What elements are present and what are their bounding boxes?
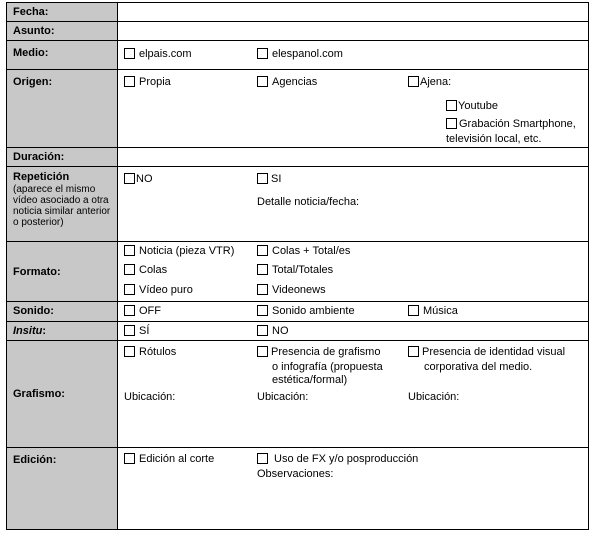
row-edicion	[7, 448, 589, 530]
grabacion-continuation: televisión local, etc.	[446, 133, 542, 145]
checkbox-off[interactable]	[124, 305, 135, 316]
duracion-field[interactable]	[118, 148, 589, 167]
ubicacion-label: Ubicación:	[408, 391, 460, 403]
observaciones-label: Observaciones:	[257, 468, 334, 480]
checkbox-musica[interactable]	[408, 305, 419, 316]
option-si-insitu[interactable]	[124, 325, 149, 338]
checkbox-rotulos[interactable]	[124, 346, 135, 357]
video-analysis-form	[6, 2, 589, 530]
option-label: Propia	[139, 76, 171, 88]
option-label: Grabación Smartphone,	[459, 118, 576, 130]
checkbox-elpais[interactable]	[124, 48, 135, 59]
checkbox-colas-total[interactable]	[257, 245, 268, 256]
label-origen: Origen:	[7, 70, 118, 148]
option-identidad-visual[interactable]	[408, 346, 565, 359]
row-sonido	[7, 302, 589, 322]
option-videonews[interactable]	[257, 284, 326, 297]
option-label: Colas	[139, 264, 168, 276]
insitu-title: Insitu	[13, 325, 43, 337]
checkbox-ajena[interactable]	[408, 76, 419, 87]
option-label: Presencia de grafismo	[271, 346, 381, 358]
checkbox-noticia[interactable]	[124, 245, 135, 256]
option-grabacion[interactable]	[446, 118, 576, 131]
detalle-label: Detalle noticia/fecha:	[257, 196, 360, 208]
option-musica[interactable]	[408, 305, 458, 318]
label-edicion: Edición:	[7, 448, 118, 530]
checkbox-video-puro[interactable]	[124, 284, 135, 295]
fecha-field[interactable]	[118, 3, 589, 22]
option-youtube[interactable]	[446, 100, 498, 113]
option-si[interactable]	[257, 173, 281, 186]
option-label: NO	[136, 173, 153, 185]
sonido-options	[118, 302, 589, 322]
option-propia[interactable]	[124, 76, 171, 89]
option-label: OFF	[139, 305, 161, 317]
option-video-puro[interactable]	[124, 284, 193, 297]
grafismo-option-continuation: estética/formal)	[272, 374, 348, 386]
label-insitu	[7, 322, 118, 341]
option-edicion-corte[interactable]	[124, 453, 214, 466]
option-label: elespanol.com	[272, 48, 343, 60]
option-label: Presencia de identidad visual	[422, 346, 566, 358]
checkbox-identidad-visual[interactable]	[408, 346, 419, 357]
checkbox-colas[interactable]	[124, 264, 135, 275]
option-rotulos[interactable]	[124, 346, 176, 359]
option-label: Total/Totales	[272, 264, 334, 276]
checkbox-edicion-corte[interactable]	[124, 453, 135, 464]
checkbox-fx[interactable]	[257, 453, 268, 464]
option-label: Noticia (pieza VTR)	[139, 245, 235, 257]
option-label: Ajena:	[420, 76, 452, 88]
checkbox-videonews[interactable]	[257, 284, 268, 295]
identidad-continuation: corporativa del medio.	[424, 361, 533, 373]
option-off[interactable]	[124, 305, 161, 318]
row-formato	[7, 242, 589, 302]
checkbox-youtube[interactable]	[446, 100, 457, 111]
option-label: Videonews	[272, 284, 326, 296]
option-label: Colas + Total/es	[272, 245, 351, 257]
asunto-field[interactable]	[118, 22, 589, 41]
label-medio: Medio:	[7, 41, 118, 70]
option-elespanol[interactable]	[257, 48, 343, 61]
checkbox-si-insitu[interactable]	[124, 325, 135, 336]
row-asunto	[7, 22, 589, 41]
option-colas-total[interactable]	[257, 245, 350, 258]
formato-options	[118, 242, 589, 302]
option-label: Música	[423, 305, 458, 317]
option-label: elpais.com	[139, 48, 192, 60]
checkbox-agencias[interactable]	[257, 76, 268, 87]
checkbox-no[interactable]	[124, 173, 135, 184]
label-grafismo: Grafismo:	[7, 341, 118, 448]
origen-options	[118, 70, 589, 148]
checkbox-total[interactable]	[257, 264, 268, 275]
row-fecha	[7, 3, 589, 22]
option-fx[interactable]	[257, 453, 418, 466]
option-presencia-grafismo[interactable]	[257, 346, 380, 359]
option-label: Sonido ambiente	[272, 305, 355, 317]
checkbox-sonido-ambiente[interactable]	[257, 305, 268, 316]
checkbox-elespanol[interactable]	[257, 48, 268, 59]
option-colas[interactable]	[124, 264, 167, 277]
label-fecha: Fecha:	[7, 3, 118, 22]
option-no-insitu[interactable]	[257, 325, 289, 338]
label-asunto: Asunto:	[7, 22, 118, 41]
option-label: Edición al corte	[139, 453, 215, 465]
checkbox-presencia-grafismo[interactable]	[257, 346, 268, 357]
option-ajena[interactable]	[408, 76, 451, 89]
repeticion-sublabel: (aparece el mismo vídeo asociado a otra noticia similar anterior o posterior)	[13, 184, 111, 228]
option-label: Agencias	[272, 76, 318, 88]
checkbox-no-insitu[interactable]	[257, 325, 268, 336]
ubicacion-label: Ubicación:	[124, 391, 176, 403]
checkbox-propia[interactable]	[124, 76, 135, 87]
ubicacion-label: Ubicación:	[257, 391, 309, 403]
option-label: NO	[272, 325, 289, 337]
medio-options	[118, 41, 589, 70]
option-elpais[interactable]	[124, 48, 192, 61]
repeticion-title: Repetición	[13, 171, 70, 183]
label-formato: Formato:	[7, 242, 118, 302]
option-label: SI	[271, 173, 282, 185]
insitu-colon: :	[42, 325, 47, 337]
repeticion-options	[118, 167, 589, 242]
edicion-options	[118, 448, 589, 530]
row-grafismo	[7, 341, 589, 448]
checkbox-grabacion[interactable]	[446, 118, 457, 129]
label-repeticion	[7, 167, 118, 242]
option-total[interactable]	[257, 264, 333, 277]
row-medio	[7, 41, 589, 70]
row-repeticion	[7, 167, 589, 242]
option-label: Vídeo puro	[139, 284, 193, 296]
grafismo-option-continuation: o infografía (propuesta	[272, 361, 383, 373]
option-label: Uso de FX y/o posproducción	[274, 453, 419, 465]
insitu-options	[118, 322, 589, 341]
option-label: Youtube	[458, 100, 498, 112]
option-no[interactable]	[124, 173, 153, 186]
checkbox-si[interactable]	[257, 173, 268, 184]
option-label: SÍ	[139, 325, 150, 337]
label-duracion: Duración:	[7, 148, 118, 167]
option-sonido-ambiente[interactable]	[257, 305, 355, 318]
label-sonido: Sonido:	[7, 302, 118, 322]
option-agencias[interactable]	[257, 76, 317, 89]
option-label: Rótulos	[139, 346, 177, 358]
row-origen	[7, 70, 589, 148]
row-duracion	[7, 148, 589, 167]
option-noticia[interactable]	[124, 245, 234, 258]
grafismo-options	[118, 341, 589, 448]
row-insitu	[7, 322, 589, 341]
